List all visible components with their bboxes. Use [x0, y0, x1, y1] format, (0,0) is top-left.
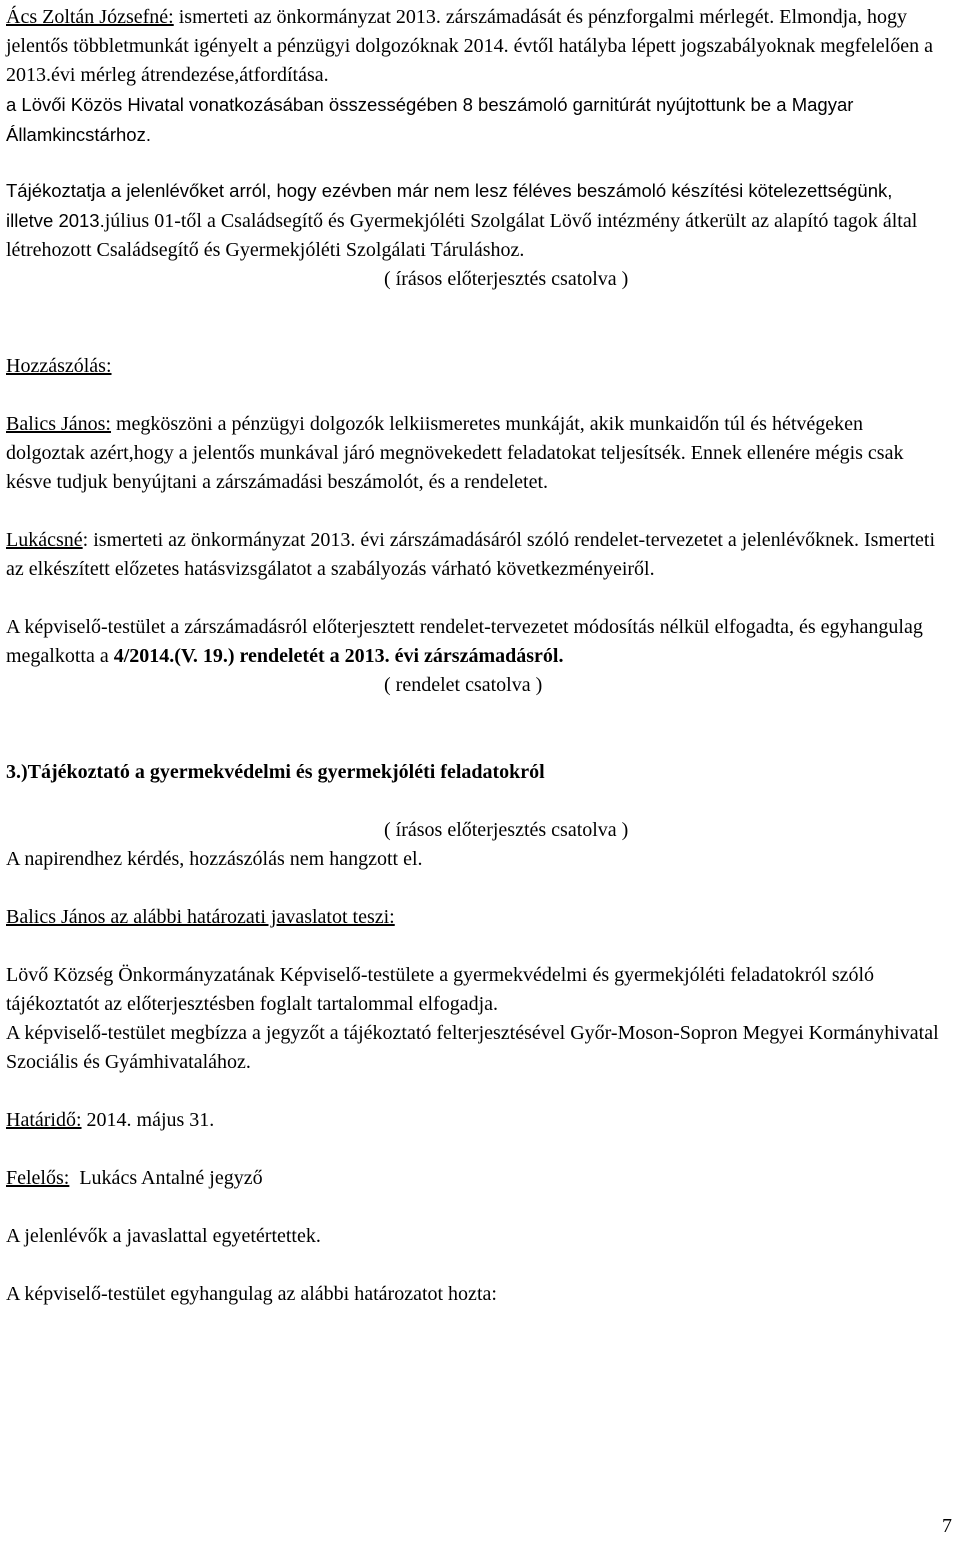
page-number: 7 — [942, 1515, 952, 1537]
decree-reference: 4/2014.(V. 19.) rendeletét a 2013. évi zárszámadásról. — [113, 645, 564, 667]
speaker-name: Balics János: — [6, 413, 111, 435]
proposal-heading: Balics János az alábbi határozati javaslatot teszi: — [6, 906, 395, 928]
paragraph-final-resolution: A képviselő-testület egyhangulag az alábbi határozatot hozta: — [6, 1283, 497, 1305]
paragraph-text: A képviselő-testület a zárszámadásról előterjesztett rendelet-tervezetet módosítás nélkül elfogadta, és egyhangulag megalkotta a — [6, 616, 923, 667]
paragraph-no-questions: A napirendhez kérdés, hozzászólás nem hangzott el. — [6, 848, 423, 870]
deadline-value: 2014. május 31. — [81, 1109, 215, 1131]
paragraph-acs-report — [6, 3, 942, 150]
responsible-label: Felelős: — [6, 1167, 70, 1189]
deadline-line — [6, 1106, 942, 1135]
paragraph-commission: A képviselő-testület megbízza a jegyzőt a tájékoztató felterjesztésével Győr-Moson-Sopron Megyei Kormányhivatal Szociális és Gyámhivatalához. — [6, 1022, 939, 1073]
paragraph-text: megköszöni a pénzügyi dolgozók lelkiismeretes munkáját, akik munkaidőn túl és hétvégeken dolgoztak azért,hogy a jelentős munkával járó megnövekedett feladatokat teljesítsék. Ennek ellenére mégis csak késve tudjuk benyújtani a zárszámadási beszámolót, és a rendeletet. — [6, 413, 904, 493]
paragraph-balics-comment — [6, 410, 942, 497]
paragraph-text: ismerteti az önkormányzat 2013. zárszámadását és pénzforgalmi mérlegét. Elmondja, hogy jelentős többletmunkát igényelt a pénzügyi dolgozóknak 2014. évtől hatályba lépett jogszabályoknak megfelelően a 2013.évi mérleg átrendezése,átfordítása. — [6, 6, 933, 86]
paragraph-text: : ismerteti az önkormányzat 2013. évi zárszámadásáról szóló rendelet-tervezetet a jelenlévőknek. Ismerteti az elkészített előzetes hatásvizsgálatot a szabályozás várható következményeiről. — [6, 529, 936, 580]
speaker-name: Ács Zoltán Józsefné: — [6, 6, 174, 28]
responsible-line — [6, 1164, 942, 1193]
paragraph-agreement: A jelenlévők a javaslattal egyetértettek. — [6, 1225, 321, 1247]
responsible-value: Lukács Antalné jegyző — [69, 1167, 263, 1189]
paragraph-resolution-text: Lövő Község Önkormányzatának Képviselő-testülete a gyermekvédelmi és gyermekjóléti feladatokról szóló tájékoztatót az előterjesztésben foglalt tartalommal elfogadja. — [6, 964, 875, 1015]
attachment-note-2: ( rendelet csatolva ) — [384, 674, 543, 696]
paragraph-information — [6, 176, 942, 265]
paragraph-sans-text: a Lövői Közös Hivatal vonatkozásában összességében 8 beszámoló garnitúrát nyújtottunk be a Magyar Államkincstárhoz. — [6, 94, 854, 145]
paragraph-lukacsne — [6, 526, 942, 584]
document-page — [6, 3, 942, 1309]
deadline-label: Határidő: — [6, 1109, 82, 1131]
section-3-heading: 3.)Tájékoztató a gyermekvédelmi és gyermekjóléti feladatokról — [6, 761, 545, 783]
comment-heading: Hozzászólás: — [6, 355, 112, 377]
paragraph-sans-text: Tájékoztatja a jelenlévőket arról, hogy ezévben már nem lesz féléves beszámoló készítési kötelezettségünk, illetve 2013. — [6, 180, 893, 231]
paragraph-decree-adoption — [6, 613, 942, 671]
paragraph-text: július 01-től a Családsegítő és Gyermekjóléti Szolgálat Lövő intézmény átkerült az alapító tagok által létrehozott Családsegítő és Gyermekjóléti Szolgálati Táruláshoz. — [6, 210, 918, 261]
speaker-name: Lukácsné — [6, 529, 83, 551]
attachment-note-3: ( írásos előterjesztés csatolva ) — [384, 819, 629, 841]
attachment-note-1: ( írásos előterjesztés csatolva ) — [384, 268, 629, 290]
